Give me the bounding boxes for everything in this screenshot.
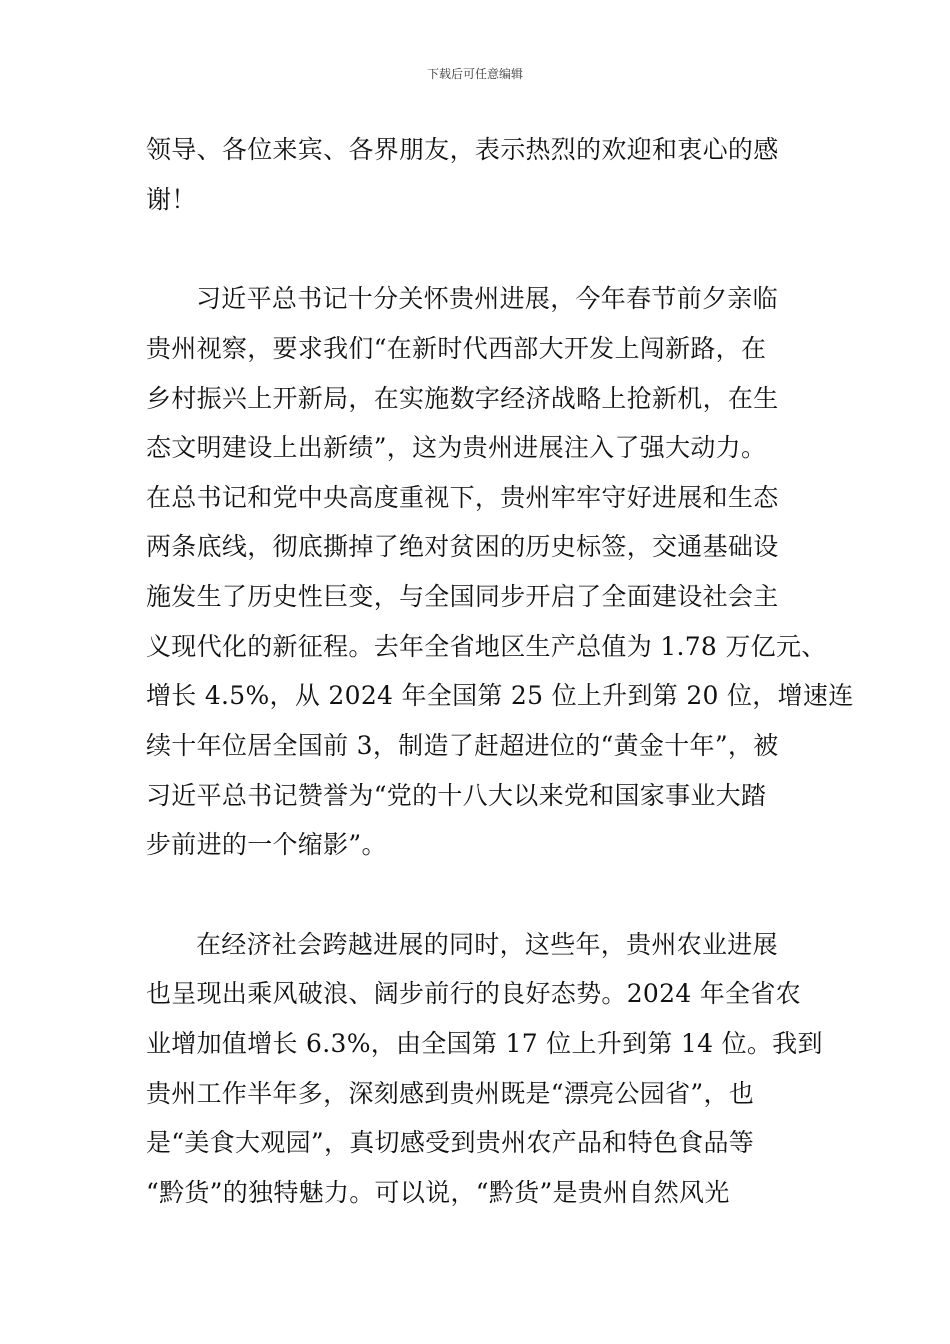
paragraph-1-line-1: 领导、各位来宾、各界朋友，表示热烈的欢迎和衷心的感 xyxy=(146,135,779,164)
paragraph-2-line-3: 乡村振兴上开新局，在实施数字经济战略上抢新机，在生 xyxy=(146,384,779,413)
paragraph-2-line-10: 续十年位居全国前 3，制造了赶超进位的“黄金十年”，被 xyxy=(146,731,779,760)
paragraph-2-line-12: 步前进的一个缩影”。 xyxy=(146,830,387,859)
paragraph-2-line-1: 习近平总书记十分关怀贵州进展，今年春节前夕亲临 xyxy=(196,284,778,313)
paragraph-2-line-2: 贵州视察，要求我们“在新时代西部大开发上闯新路，在 xyxy=(146,334,767,363)
paragraph-2-line-5: 在总书记和党中央高度重视下，贵州牢牢守好进展和生态 xyxy=(146,483,779,512)
paragraph-2-line-8: 义现代化的新征程。去年全省地区生产总值为 1.78 万亿元、 xyxy=(146,632,827,661)
paragraph-2-line-4: 态文明建设上出新绩”，这为贵州进展注入了强大动力。 xyxy=(146,433,767,462)
paragraph-3-line-5: 是“美食大观园”，真切感受到贵州农产品和特色食品等 xyxy=(146,1128,755,1157)
paragraph-3-line-4: 贵州工作半年多，深刻感到贵州既是“漂亮公园省”，也 xyxy=(146,1079,755,1108)
paragraph-1-line-2: 谢！ xyxy=(146,185,197,214)
paragraph-2-line-6: 两条底线，彻底撕掉了绝对贫困的历史标签，交通基础设 xyxy=(146,532,779,561)
paragraph-3-line-2: 也呈现出乘风破浪、阔步前行的良好态势。2024 年全省农 xyxy=(146,979,801,1008)
paragraph-3-line-6: “黔货”的独特魅力。可以说，“黔货”是贵州自然风光 xyxy=(146,1178,730,1207)
paragraph-3-line-1: 在经济社会跨越进展的同时，这些年，贵州农业进展 xyxy=(196,930,778,959)
paragraph-2-line-7: 施发生了历史性巨变，与全国同步开启了全面建设社会主 xyxy=(146,582,779,611)
paragraph-2-line-11: 习近平总书记赞誉为“党的十八大以来党和国家事业大踏 xyxy=(146,781,767,810)
paragraph-2-line-9: 增长 4.5%，从 2024 年全国第 25 位上升到第 20 位，增速连 xyxy=(146,681,854,710)
paragraph-3-line-3: 业增加值增长 6.3%，由全国第 17 位上升到第 14 位。我到 xyxy=(146,1029,823,1058)
page-header: 下载后可任意编辑 xyxy=(426,67,523,81)
